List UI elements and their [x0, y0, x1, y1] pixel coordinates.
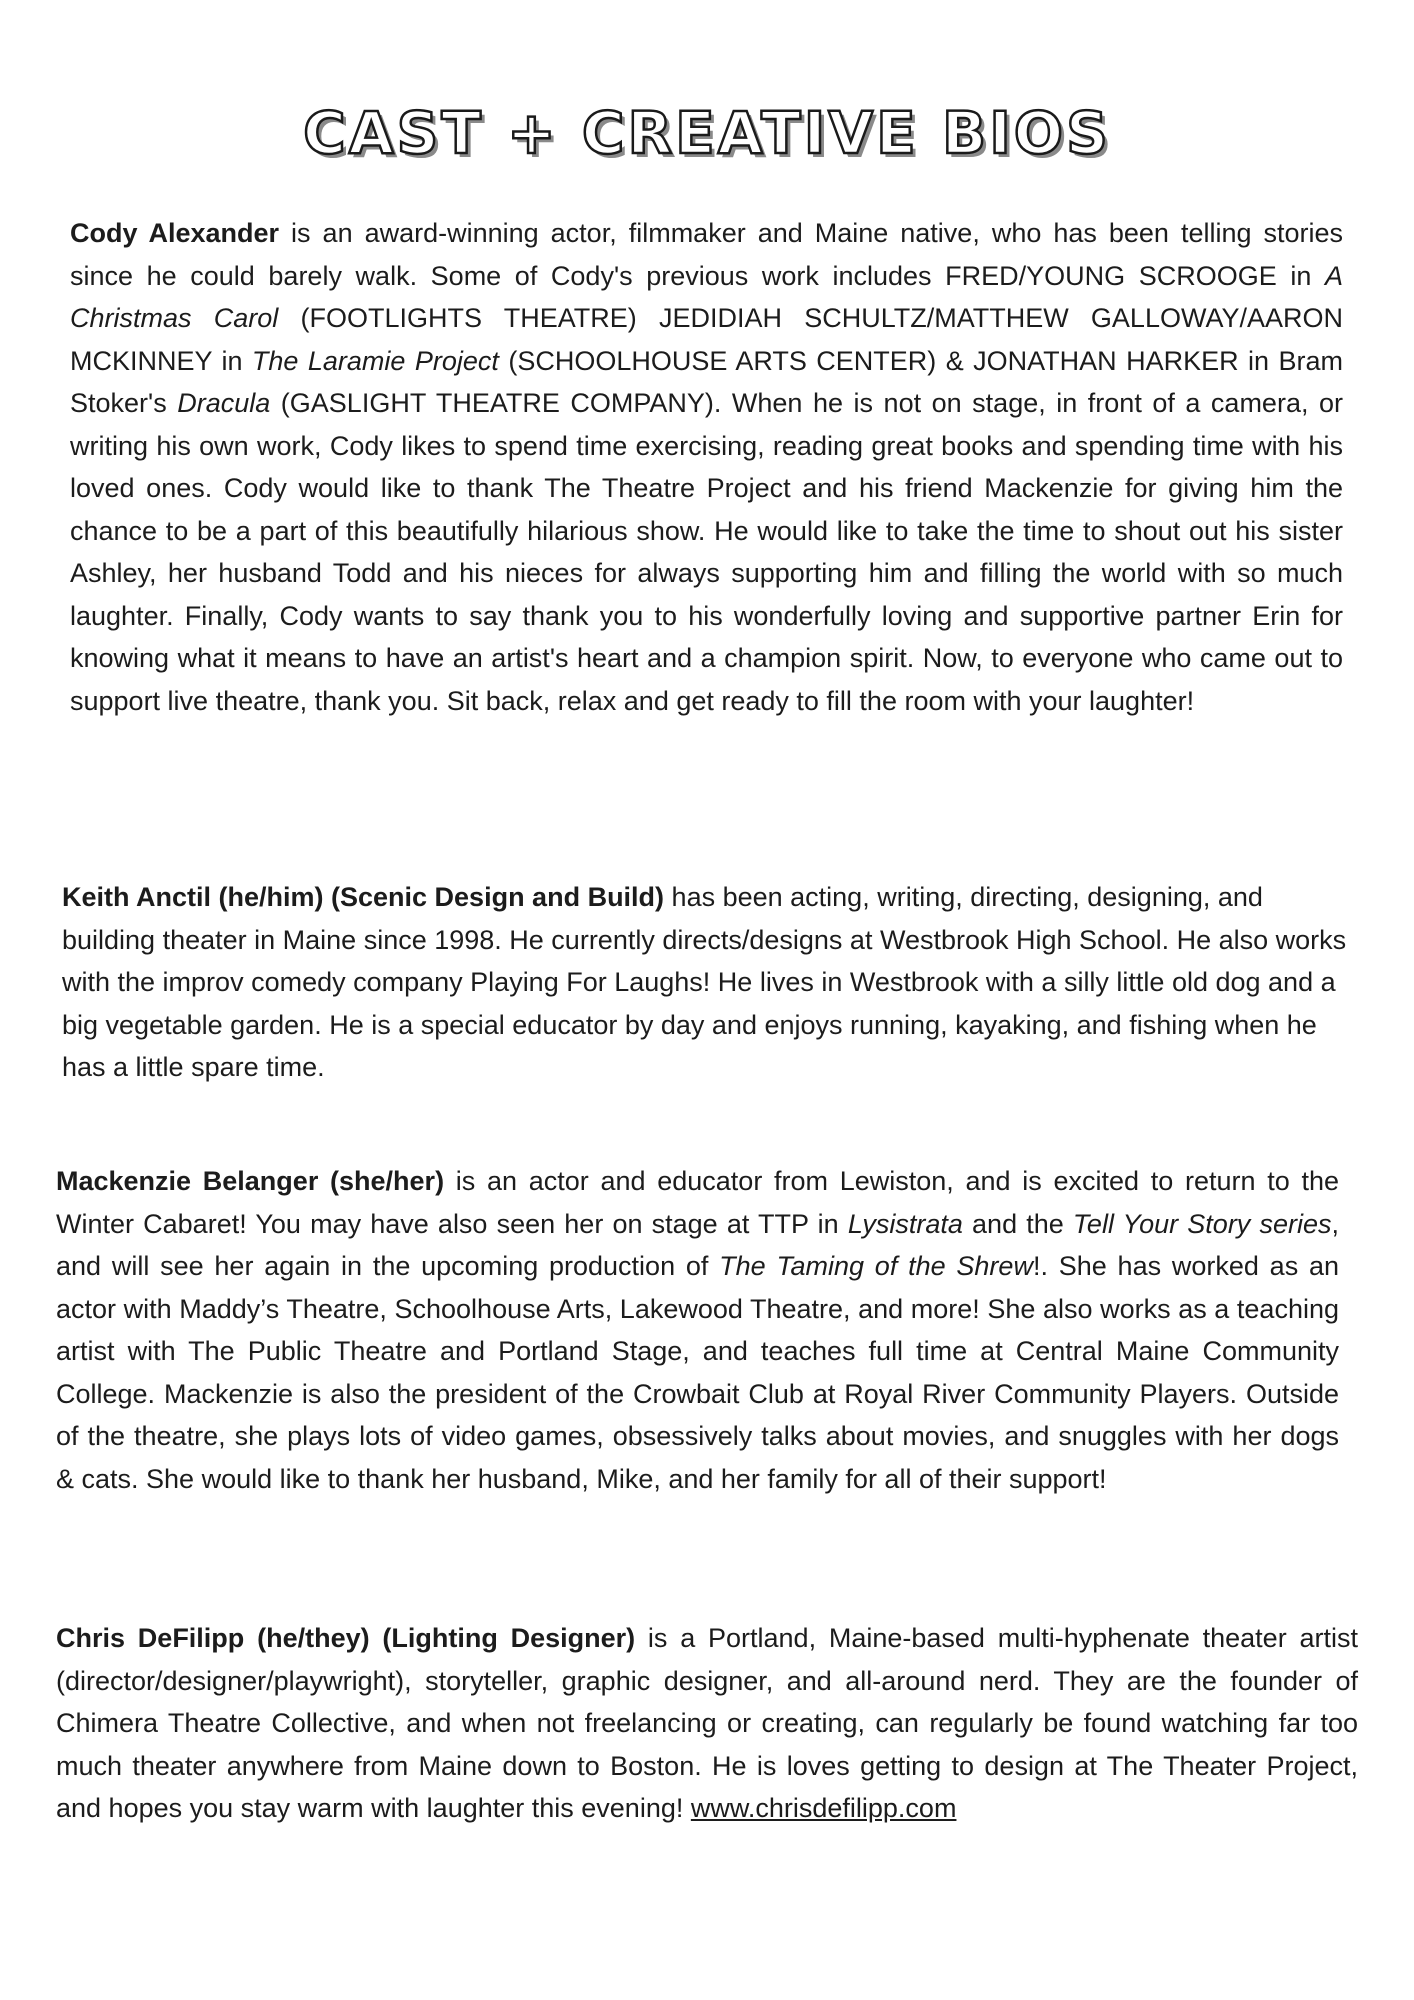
show-title: Dracula — [177, 388, 271, 418]
show-title: Tell Your Story series — [1072, 1208, 1332, 1239]
bio-name: Chris DeFilipp (he/they) (Lighting Designer) — [56, 1623, 636, 1653]
bio-text: is an actor and educator from Lewiston, and is excited to return to the Winter Cabaret! You may have also seen her on stage at TTP in — [56, 1166, 1339, 1239]
bio-text: (FOOTLIGHTS THEATRE) JEDIDIAH SCHULTZ/MATTHEW GALLOWAY/AARON MCKINNEY in — [70, 303, 1343, 376]
bio-text: (SCHOOLHOUSE ARTS CENTER) & JONATHAN HARKER in Bram Stoker's — [70, 345, 1344, 418]
bio-name: Mackenzie Belanger (she/her) — [56, 1166, 445, 1196]
bio-text: (GASLIGHT THEATRE COMPANY). When he is not on stage, in front of a camera, or writing his own work, Cody likes to spend time exercising, reading great books and spending time with his loved ones. Cody would like to thank The Theatre Project and his friend Mackenzie for giving him the chance to be a part of this beautifully hilarious show. He would like to take the time to shout out his sister Ashley, her husband Todd and his nieces for always supporting him and filling the world with so much laughter. Finally, Cody wants to say thank you to his wonderfully loving and supportive partner Erin for knowing what it means to have an artist's heart and a champion spirit. Now, to everyone who came out to support live theatre, thank you. Sit back, relax and get ready to fill the room with your laughter! — [70, 388, 1343, 716]
bio-text: is an award-winning actor, filmmaker and Maine native, who has been telling stories since he could barely walk. Some of Cody's previous work includes FRED/YOUNG SCROOGE in — [70, 218, 1344, 291]
show-title: Lysistrata — [847, 1208, 963, 1239]
show-title: The Laramie Project — [251, 345, 499, 376]
bio-text: has been acting, writing, directing, designing, and building theater in Maine since 1998. He currently directs/designs at Westbrook High School. He also works with the improv comedy company Playing For Laughs! He lives in Westbrook with a silly little old dog and a big vegetable garden. He is a special educator by day and enjoys running, kayaking, and fishing when he has a little spare time. — [62, 882, 1347, 1082]
website-link[interactable]: www.chrisdefilipp.com — [690, 1793, 957, 1823]
bio-keith-anctil — [62, 876, 1347, 1089]
show-title: A Christmas Carol — [70, 260, 1343, 333]
page-title: CAST + CREATIVE BIOS — [303, 99, 1111, 167]
bio-text: !. She has worked as an actor with Maddy’s Theatre, Schoolhouse Arts, Lakewood Theatre, and more! She also works as a teaching artist with The Public Theatre and Portland Stage, and teaches full time at Central Maine Community College. Mackenzie is also the president of the Crowbait Club at Royal River Community Players. Outside of the theatre, she plays lots of video games, obsessively talks about movies, and snuggles with her dogs & cats. She would like to thank her husband, Mike, and her family for all of their support! — [56, 1251, 1340, 1494]
bio-chris-defilipp — [56, 1617, 1358, 1830]
bio-name: Cody Alexander — [70, 218, 280, 248]
bio-text: , and will see her again in the upcoming production of — [56, 1208, 1339, 1281]
bio-cody-alexander — [70, 212, 1343, 722]
bio-mackenzie-belanger — [56, 1160, 1339, 1500]
bio-text: is a Portland, Maine-based multi-hyphenate theater artist (director/designer/playwright), storyteller, graphic designer, and all-around nerd. They are the founder of Chimera Theatre Collective, and when not freelancing or creating, can regularly be found watching far too much theater anywhere from Maine down to Boston. He is loves getting to design at The Theater Project, and hopes you stay warm with laughter this evening! — [56, 1623, 1358, 1823]
bio-name: Keith Anctil (he/him) (Scenic Design and Build) — [62, 882, 665, 912]
bio-text: and the — [962, 1208, 1073, 1239]
show-title: The Taming of the Shrew — [719, 1251, 1033, 1281]
